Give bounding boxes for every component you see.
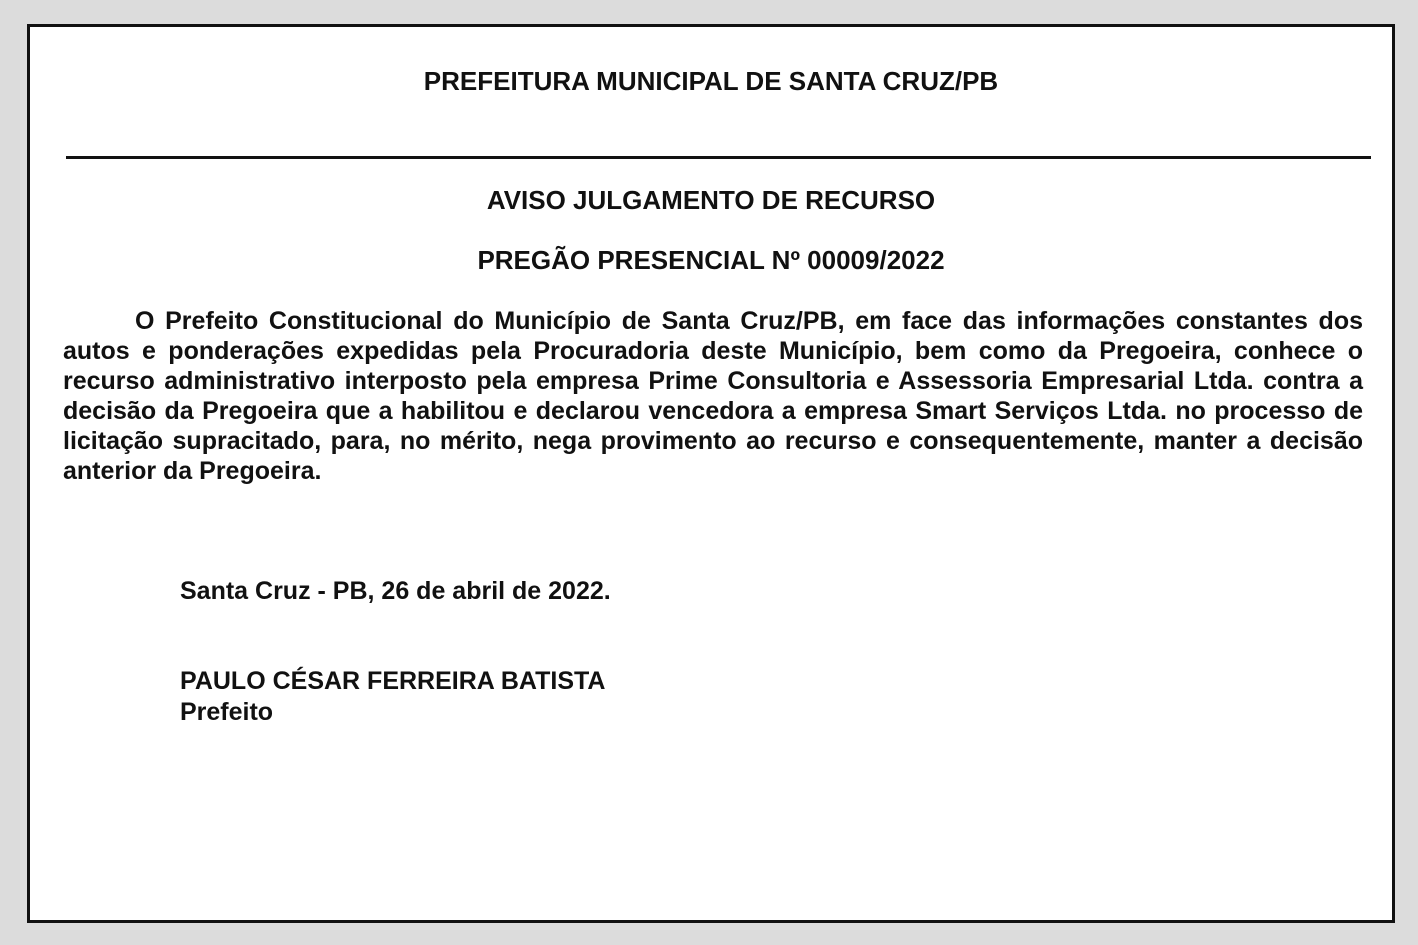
signer-name: PAULO CÉSAR FERREIRA BATISTA [180, 667, 606, 695]
notice-document [27, 24, 1395, 923]
notice-subtitle: PREGÃO PRESENCIAL Nº 00009/2022 [477, 245, 945, 275]
notice-body: O Prefeito Constitucional do Município de Santa Cruz/PB, em face das informações constantes dos autos e ponderações expedidas pela Procuradoria deste Município, bem como da Pregoeira, conhece o recurso administrativo interposto pela empresa Prime Consultoria e Assessoria Empresarial Ltda. contra a decisão da Pregoeira que a habilitou e declarou vencedora a empresa Smart Serviços Ltda. no processo de licitação supracitado, para, no mérito, nega provimento ao recurso e consequentemente, manter a decisão anterior da Pregoeira. [63, 307, 1363, 485]
header-divider [66, 156, 1371, 159]
issuer-heading: PREFEITURA MUNICIPAL DE SANTA CRUZ/PB [423, 66, 999, 96]
place-date: Santa Cruz - PB, 26 de abril de 2022. [180, 577, 611, 605]
notice-title: AVISO JULGAMENTO DE RECURSO [486, 185, 936, 215]
signer-role: Prefeito [180, 698, 274, 726]
